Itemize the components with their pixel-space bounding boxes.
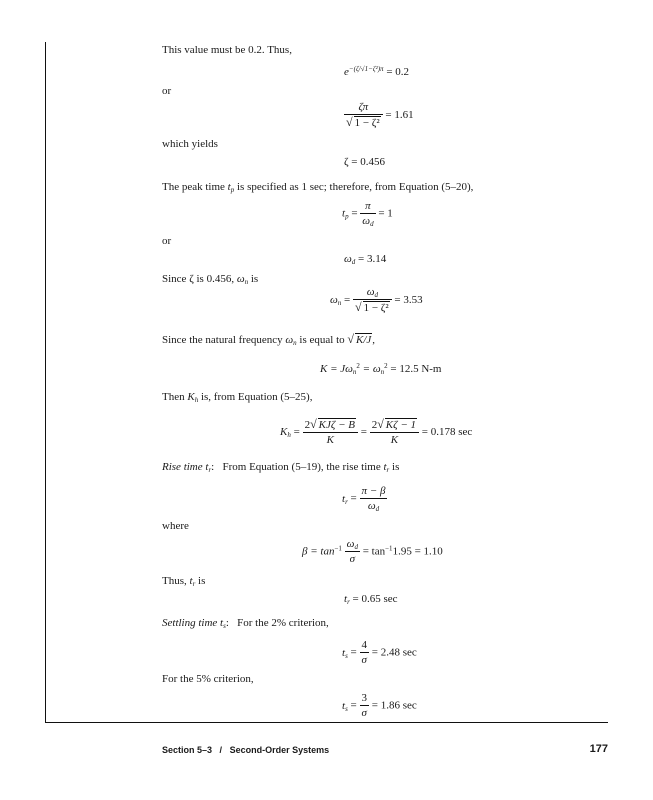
since1-b: is bbox=[248, 273, 259, 285]
eq13-rhs: = 1.86 sec bbox=[371, 699, 417, 712]
text-then-kh: Then $K_h$ is, from Equation (5–25), bbox=[162, 391, 313, 404]
eq12-denominator: σ bbox=[360, 652, 370, 667]
text-which-yields: which yields bbox=[162, 138, 218, 150]
left-margin-rule bbox=[45, 42, 46, 723]
eq8-rhs: = 0.178 sec bbox=[421, 426, 473, 439]
eq10-numerator: ω bbox=[346, 538, 355, 550]
equation-13: $t_s$ = $\frac{3}{\sigma}$ = 1.86 sec bbox=[342, 692, 417, 719]
eq4-numerator: π bbox=[365, 200, 371, 212]
text-rise-time: Rise time $t_r$: From Equation (5–19), the rise time $t_r$ is bbox=[162, 461, 400, 474]
thus-a: Thus, bbox=[162, 575, 190, 587]
eq5-rhs: = 3.14 bbox=[358, 253, 387, 265]
equation-10: $\beta = \tan^{-1}$ $\frac{\omega_d}{\sigma}$ = $\tan^{-1}1.95 = 1.10$ bbox=[302, 538, 443, 565]
settling-label: Settling time t bbox=[162, 617, 224, 629]
eq1-exponent: −(ζ/√1−ζ²)π bbox=[348, 65, 384, 73]
eq2-numerator: ζπ bbox=[358, 101, 369, 113]
eq12-numerator: 4 bbox=[361, 639, 368, 651]
since2-a: Since the natural frequency bbox=[162, 334, 286, 346]
text-settling-time: Settling time $t_s$: For the 2% criterion, bbox=[162, 617, 329, 630]
peak-text-a: The peak time bbox=[162, 181, 228, 193]
eq7-rhs: = 12.5 N-m bbox=[387, 363, 442, 375]
eq6-rhs: = 3.53 bbox=[394, 294, 423, 307]
equation-12: $t_s$ = $\frac{4}{\sigma}$ = 2.48 sec bbox=[342, 639, 417, 666]
equation-7: $K = J\omega_n^2 = \omega_n^2 = 12.5$ N-m bbox=[320, 362, 442, 376]
eq6-numerator: ω bbox=[366, 286, 375, 298]
text-5-percent: For the 5% criterion, bbox=[162, 673, 254, 685]
eq7-lhs: K = Jω bbox=[320, 363, 353, 375]
equation-11: $t_r = 0.65$ sec bbox=[344, 593, 398, 606]
equation-9: $t_r$ = $\frac{\pi - \beta}{\omega_d}$ bbox=[342, 485, 386, 513]
then-a: Then bbox=[162, 391, 188, 403]
rise-text-b: is bbox=[389, 461, 400, 473]
eq13-denominator: σ bbox=[360, 705, 370, 720]
since1-a: Since ζ is 0.456, bbox=[162, 273, 237, 285]
eq1-rhs: = 0.2 bbox=[386, 66, 410, 78]
eq10-rhs-2: 1.95 = 1.10 bbox=[392, 545, 443, 558]
eq10-rhs: = tan bbox=[362, 545, 386, 558]
settling-text: For the 2% criterion, bbox=[237, 617, 329, 629]
peak-text-b: is specified as 1 sec; therefore, from Equation (5–20), bbox=[234, 181, 474, 193]
equation-8: $K_h$ = $\frac{\text{2√ KJζ − B}}{K}$ = $\frac{2√ K\zeta - 1}{K}$ = 0.178 sec bbox=[280, 417, 473, 446]
equation-1 bbox=[344, 66, 409, 79]
text-where: where bbox=[162, 520, 189, 532]
equation-5: $\omega_d = 3.14$ bbox=[344, 253, 387, 266]
eq8-numerator-1: KJζ − B bbox=[318, 419, 355, 431]
text-line: This value must be 0.2. Thus, bbox=[162, 44, 292, 56]
eq8-denominator-2: K bbox=[370, 432, 419, 447]
since2-radicand: K/J bbox=[355, 334, 372, 346]
footer-separator: / bbox=[219, 745, 223, 755]
then-b: is, from Equation (5–25), bbox=[198, 391, 313, 403]
text-peak-time: The peak time $t_p$ is specified as 1 sec; therefore, from Equation (5–20), bbox=[162, 181, 474, 194]
eq9-numerator: π − β bbox=[361, 485, 386, 497]
footer-title: Second-Order Systems bbox=[229, 745, 330, 755]
eq7-mid: = ω bbox=[359, 363, 381, 375]
eq13-numerator: 3 bbox=[361, 692, 368, 704]
eq8-lhs: K bbox=[280, 426, 288, 439]
text-natural-frequency: Since the natural frequency $\omega_n$ is equal to √ K/J, bbox=[162, 332, 376, 347]
thus-b: is bbox=[195, 575, 206, 587]
rise-label: Rise time t bbox=[162, 461, 209, 473]
footer-section bbox=[162, 745, 329, 755]
eq11-rhs: = 0.65 sec bbox=[352, 593, 398, 605]
footer-section-number: Section 5–3 bbox=[162, 745, 213, 755]
page-number: 177 bbox=[589, 743, 608, 755]
since2-b: is equal to bbox=[296, 334, 348, 346]
text-thus-tr: Thus, $t_r$ is bbox=[162, 575, 206, 588]
text-since-zeta: Since ζ is 0.456, $\omega_n$ is bbox=[162, 273, 259, 286]
eq4-lhs: t bbox=[342, 207, 346, 220]
rise-text: From Equation (5–19), the rise time bbox=[222, 461, 384, 473]
eq10-lhs: β = tan bbox=[302, 545, 335, 558]
eq8-numerator-2: Kζ − 1 bbox=[385, 419, 417, 431]
equation-4: $t_p$ = $\frac{\pi}{\omega_d}$ = 1 bbox=[342, 200, 393, 228]
eq8-denominator-1: K bbox=[303, 432, 358, 447]
eq9-denominator: ω bbox=[367, 500, 376, 512]
text-or: or bbox=[162, 85, 172, 97]
eq10-denominator: σ bbox=[345, 551, 360, 566]
equation-6: $\omega_n$ = $\frac{\omega_d}{\text{√ 1 − ζ²}}$ = 3.53 bbox=[330, 286, 423, 314]
equation-2: $\frac{\zeta\pi}{\text{√ 1 − ζ²}}$ = 1.61 bbox=[346, 101, 414, 129]
eq2-radicand: 1 − ζ² bbox=[354, 117, 380, 129]
eq12-rhs: = 2.48 sec bbox=[371, 646, 417, 659]
eq6-radicand: 1 − ζ² bbox=[363, 302, 389, 314]
eq2-rhs: = 1.61 bbox=[385, 109, 414, 122]
eq4-rhs: = 1 bbox=[378, 207, 393, 220]
eq4-denominator: ω bbox=[362, 215, 371, 227]
eq1-base: e bbox=[344, 66, 349, 78]
text-or: or bbox=[162, 235, 172, 247]
equation-3: ζ = 0.456 bbox=[344, 156, 386, 168]
footer-rule bbox=[45, 722, 608, 723]
